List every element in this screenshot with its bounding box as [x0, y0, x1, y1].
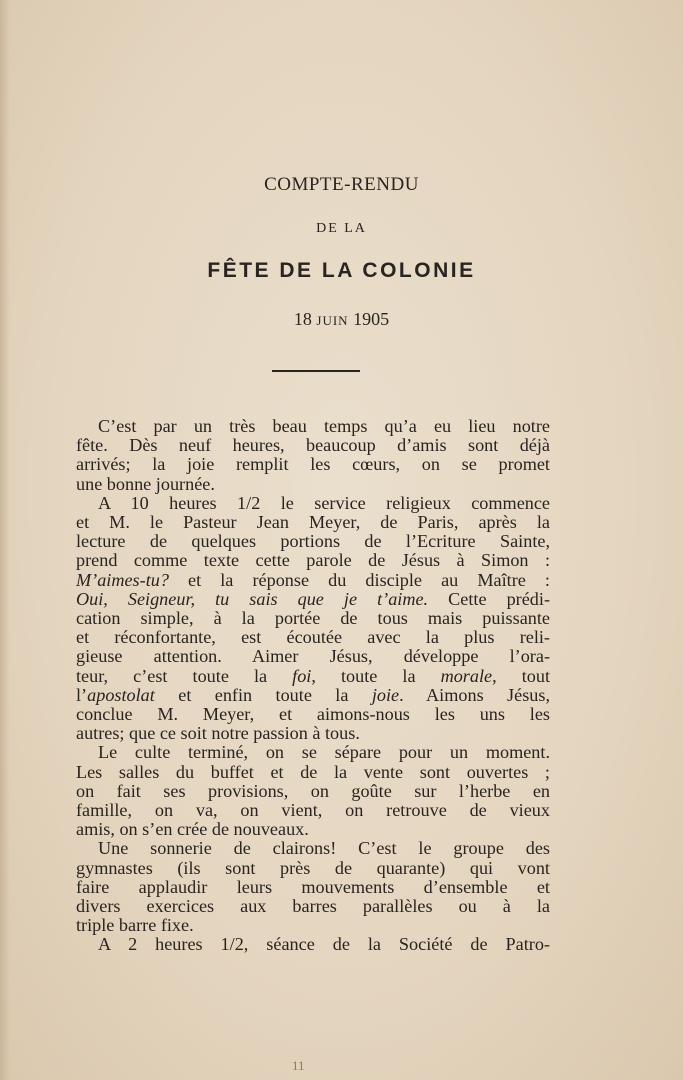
text-line — [76, 590, 550, 609]
document-title: COMPTE-RENDU — [264, 174, 419, 195]
text-fragment: Cette prédi- — [428, 588, 550, 609]
text-line: arrivés; la joie remplit les cœurs, on se promet — [76, 454, 550, 475]
text-fragment: . Aimons Jésus, — [399, 684, 550, 705]
text-line: famille, on va, on vient, on retrouve de vieux — [76, 800, 550, 821]
text-line: divers exercices aux barres parallèles ou à la — [76, 896, 550, 917]
text-line — [76, 667, 550, 686]
date-year: 1905 — [348, 309, 390, 329]
text-line — [76, 686, 550, 705]
italic-word: foi — [292, 665, 312, 686]
italic-word: morale — [440, 665, 493, 686]
text-line: Les salles du buffet et de la vente sont ouvertes ; — [76, 761, 550, 782]
date-day: 18 — [293, 309, 317, 329]
text-line: A 2 heures 1/2, séance de la Société de Patro- — [98, 934, 550, 955]
text-fragment: teur, c’est toute la — [76, 665, 293, 686]
text-line: prend comme texte cette parole de Jésus à Simon : — [76, 550, 550, 571]
body-text — [76, 417, 550, 955]
text-line: lecture de quelques portions de l’Ecriture Sainte, — [76, 531, 550, 552]
text-line: Le culte terminé, on se sépare pour un moment. — [98, 742, 550, 763]
text-line: on fait ses provisions, on goûte sur l’herbe en — [76, 780, 550, 801]
event-date — [0, 309, 683, 330]
text-line: une bonne journée. — [76, 473, 215, 494]
event-title: FÊTE DE LA COLONIE — [207, 259, 476, 282]
text-line: gieuse attention. Aimer Jésus, développe l’ora- — [76, 646, 550, 667]
italic-quote: Oui, Seigneur, tu sais que je t’aime. — [76, 588, 429, 609]
text-line: C’est par un très beau temps qu’a eu lieu notre — [98, 416, 550, 436]
italic-quote: M’aimes-tu? — [76, 569, 169, 590]
italic-word: joie — [371, 684, 400, 705]
text-fragment: et la réponse du disciple au Maître : — [168, 569, 550, 590]
page-mark: 11 — [292, 1058, 305, 1073]
text-fragment: , toute la — [311, 665, 441, 686]
text-line: triple barre fixe. — [76, 915, 194, 936]
text-line: Une sonnerie de clairons! C’est le groupe des — [98, 838, 550, 859]
text-line: cation simple, à la portée de tous mais puissante — [76, 608, 550, 629]
text-line: fête. Dès neuf heures, beaucoup d’amis sont déjà — [76, 435, 550, 456]
date-month: JUIN — [316, 313, 349, 328]
text-line: amis, on s’en crée de nouveaux. — [76, 819, 309, 840]
italic-word: apostolat — [87, 684, 155, 705]
text-line: faire applaudir leurs mouvements d’ensemble et — [76, 876, 550, 897]
text-line: A 10 heures 1/2 le service religieux commence — [98, 492, 550, 513]
text-line: et M. le Pasteur Jean Meyer, de Paris, après la — [76, 512, 550, 533]
text-line: gymnastes (ils sont près de quarante) qui vont — [76, 857, 550, 878]
separator-rule — [272, 370, 360, 372]
text-line: et réconfortante, est écoutée avec la plus reli- — [76, 627, 550, 648]
text-fragment: , tout — [492, 665, 551, 686]
text-line — [76, 571, 550, 590]
text-line: conclue M. Meyer, et aimons-nous les uns les — [76, 704, 550, 725]
text-fragment: et enfin toute la — [154, 684, 372, 705]
text-fragment: l’ — [76, 684, 88, 705]
title-connector: DE LA — [316, 221, 367, 236]
text-line: autres; que ce soit notre passion à tous. — [76, 723, 360, 744]
